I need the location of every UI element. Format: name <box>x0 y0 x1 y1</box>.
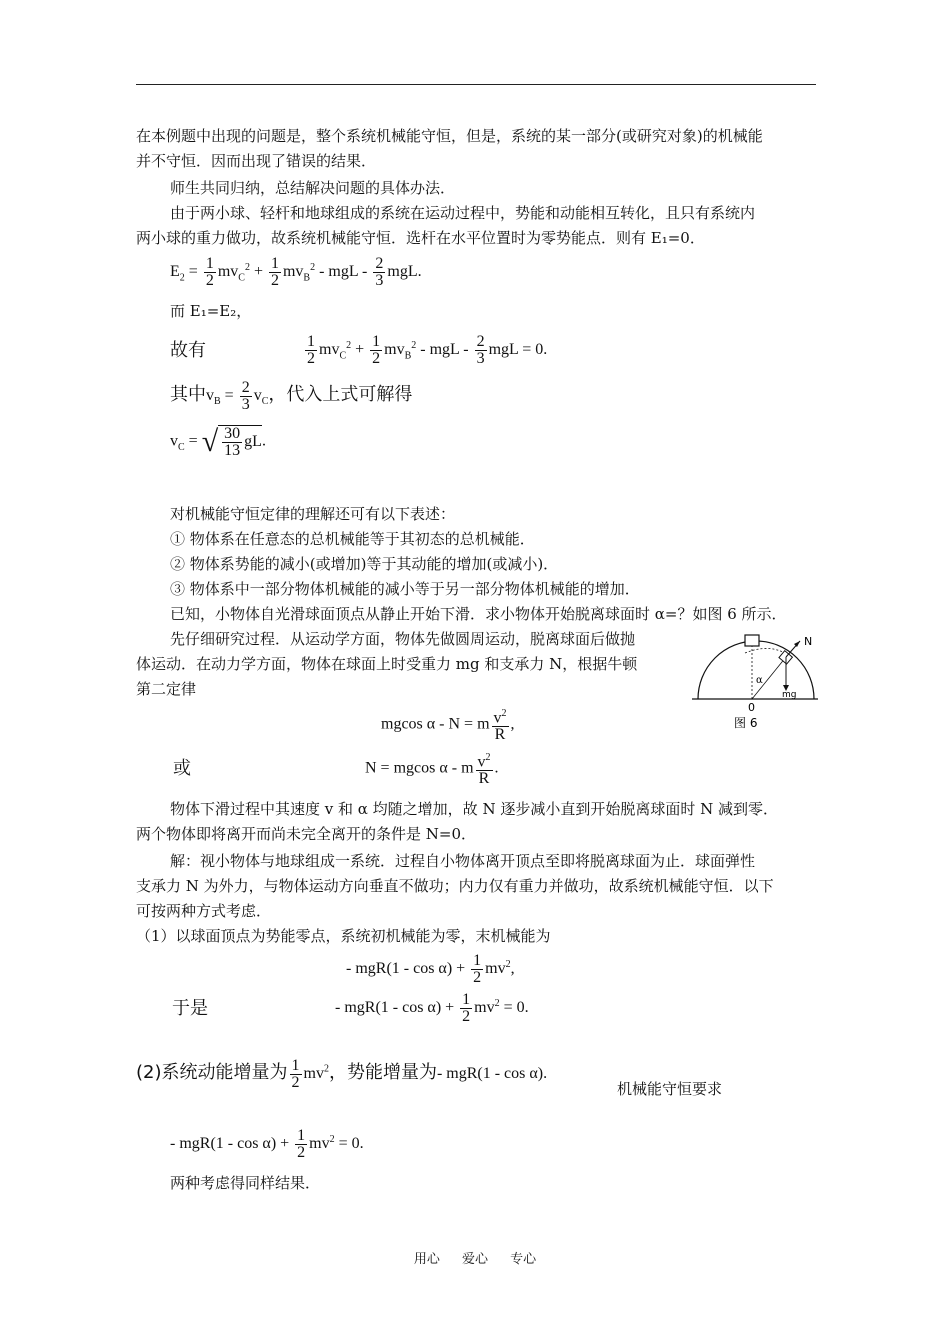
paragraph: 机械能守恒要求 <box>617 1080 723 1098</box>
label-dai-ru: ，代入上式可解得 <box>268 384 413 406</box>
label-case2-ke: (2)系统动能增量为 <box>136 1062 288 1084</box>
figure-6 <box>690 633 825 737</box>
label-case2-pe: ，势能增量为 <box>328 1062 437 1084</box>
paragraph: 师生共同归纳，总结解决问题的具体办法． <box>170 179 456 197</box>
label-gu-you: 故有 <box>170 340 206 361</box>
paragraph: 两个物体即将离开而尚未完全离开的条件是 N=0． <box>136 825 477 843</box>
equation-newton: mgcos α - N = m $\frac{v^2}{R}$ , <box>381 708 515 744</box>
paragraph: 两小球的重力做功，故系统机械能守恒．选杆在水平位置时为零势能点．则有 E₁=0． <box>136 229 705 247</box>
list-item: ② 物体系势能的减小(或增加)等于其动能的增加(或减小)． <box>170 555 559 573</box>
list-item: ③ 物体系中一部分物体机械能的减小等于另一部分物体机械能的增加． <box>170 580 640 598</box>
paragraph: 已知，小物体自光滑球面顶点从静止开始下滑．求小物体开始脱离球面时 α=？如图 6 所示． <box>170 605 787 623</box>
paragraph: 体运动．在动力学方面，物体在球面上时受重力 mg 和支承力 N，根据牛顿 <box>136 655 638 673</box>
label-alpha: α <box>756 675 763 686</box>
paragraph: 由于两小球、轻杆和地球组成的系统在运动过程中，势能和动能相互转化，且只有系统内 <box>170 204 756 222</box>
label-origin: 0 <box>748 701 755 714</box>
equation-e2: $E_2$ = $\frac{1}{2}$ $mv_C^2$ + $\frac{1}{2}$ $mv_B^2$ - mgL - $\frac{2}{3}$ mgL. <box>170 255 422 289</box>
label-qi-zhong: 其中 <box>170 384 206 406</box>
case-2: (2)系统动能增量为 $\frac{1}{2}$ $mv^2$，势能增量为- mgR(1 - cos α). <box>136 1057 548 1091</box>
label-n: N <box>804 635 813 648</box>
equation-vc: $v_C$ = √ $\frac{30}{13}$ gL. <box>170 425 266 459</box>
paragraph: 支承力 N 为外力，与物体运动方向垂直不做功；内力仅有重力并做功，故系统机械能守恒．以下 <box>136 877 774 895</box>
hemisphere-diagram <box>690 633 825 733</box>
label-huo: 或 <box>173 758 191 779</box>
paragraph: 第二定律 <box>136 680 197 698</box>
paragraph: 并不守恒．因而出现了错误的结果． <box>136 152 377 170</box>
label-yu-shi: 于是 <box>172 998 208 1019</box>
paragraph: 可按两种方式考虑． <box>136 902 272 920</box>
list-item: ① 物体系在任意态的总机械能等于其初态的总机械能． <box>170 530 535 548</box>
paragraph: 对机械能守恒定律的理解还可有以下表述： <box>170 505 456 523</box>
equation-final-energy: - mgR(1 - cos α) + $\frac{1}{2}$ $mv^2$, <box>346 952 515 986</box>
equation-conservation-2: - mgR(1 - cos α) + $\frac{1}{2}$ $mv^2 = 0$. <box>170 1127 364 1161</box>
paragraph: 解：视小物体与地球组成一系统．过程自小物体离开顶点至即将脱离球面为止．球面弹性 <box>170 852 756 870</box>
equation-conservation-1: - mgR(1 - cos α) + $\frac{1}{2}$ $mv^2 = 0$. <box>335 991 529 1025</box>
header-rule <box>136 84 816 85</box>
paragraph: （1）以球面顶点为势能零点，系统初机械能为零，末机械能为 <box>136 927 551 945</box>
label-mg: mg <box>782 690 797 700</box>
figure-caption: 图 6 <box>734 716 758 730</box>
equation-energy: $\frac{1}{2}$ $mv_C^2$ + $\frac{1}{2}$ $mv_B^2$ - mgL - $\frac{2}{3}$ mgL = 0. <box>307 333 548 367</box>
paragraph: 两种考虑得同样结果． <box>170 1174 321 1192</box>
paragraph: 物体下滑过程中其速度 v 和 α 均随之增加，故 N 逐步减小直到开始脱离球面时 N 减到零． <box>170 800 779 818</box>
paragraph: 而 E₁=E₂， <box>170 302 252 320</box>
paragraph: 先仔细研究过程．从运动学方面，物体先做圆周运动，脱离球面后做抛 <box>170 630 636 648</box>
equation-vb: 其中$v_B$ = $\frac{2}{3}$ $v_C$，代入上式可解得 <box>170 379 413 413</box>
page-footer: 用心 爱心 专心 <box>413 1252 537 1267</box>
paragraph: 在本例题中出现的问题是，整个系统机械能守恒，但是，系统的某一部分(或研究对象)的机械能 <box>136 127 763 145</box>
equation-n: N = mgcos α - m $\frac{v^2}{R}$ . <box>365 752 499 788</box>
